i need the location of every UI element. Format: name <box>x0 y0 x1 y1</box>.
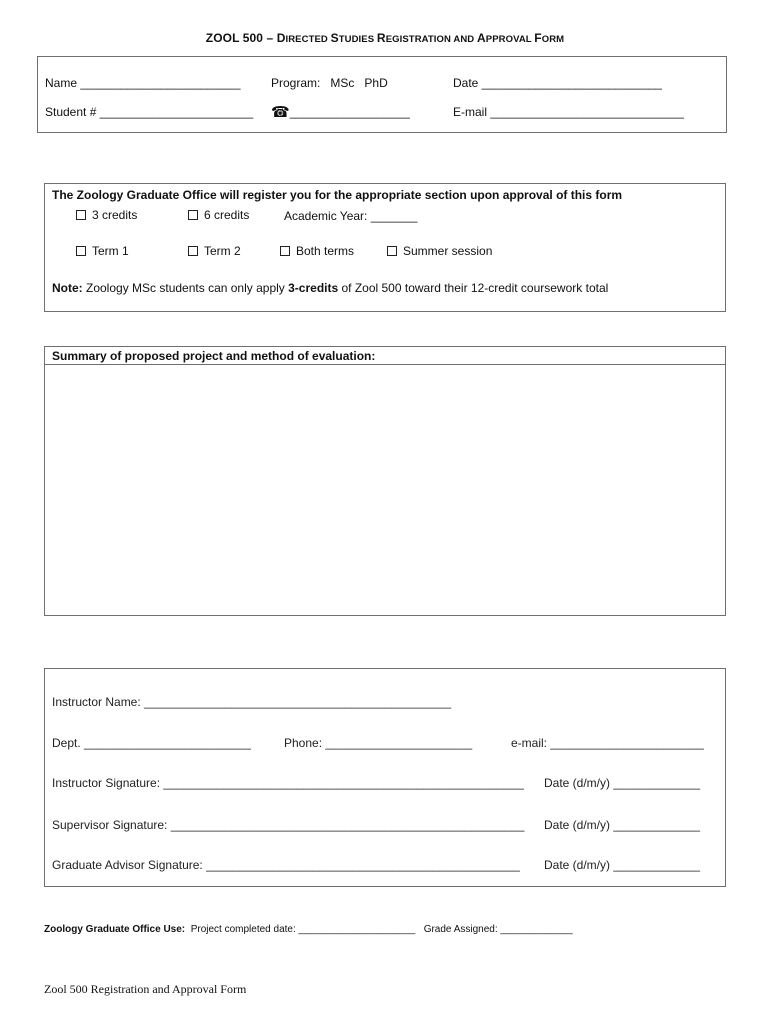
grade-assigned-field[interactable]: Grade Assigned: _____________ <box>423 924 573 935</box>
graduate-advisor-signature-field[interactable]: Graduate Advisor Signature: _______________________________________________ <box>52 858 520 872</box>
checkbox-icon[interactable] <box>387 246 397 256</box>
phone-field[interactable]: ☎__________________ <box>271 104 410 121</box>
supervisor-signature-field[interactable]: Supervisor Signature: _____________________________________________________ <box>52 818 525 832</box>
option-both-terms[interactable]: Both terms <box>280 244 354 258</box>
dept-field[interactable]: Dept. _________________________ <box>52 736 251 750</box>
student-info-box <box>37 56 727 133</box>
program-phd-option[interactable]: PhD <box>364 76 388 90</box>
instructor-signature-field[interactable]: Instructor Signature: ______________________________________________________ <box>52 776 524 790</box>
phone-icon: ☎ <box>271 104 290 121</box>
summary-header <box>45 347 725 365</box>
name-field[interactable]: Name ________________________ <box>45 76 241 90</box>
instructor-email-field[interactable]: e-mail: _______________________ <box>511 736 704 750</box>
academic-year-field[interactable]: Academic Year: _______ <box>284 209 418 223</box>
registration-box <box>44 183 726 312</box>
summary-text-area[interactable] <box>45 365 725 615</box>
instructor-date-field[interactable]: Date (d/m/y) _____________ <box>544 776 701 790</box>
supervisor-date-field[interactable]: Date (d/m/y) _____________ <box>544 818 701 832</box>
page-footer: Zool 500 Registration and Approval Form <box>44 982 247 996</box>
option-6-credits[interactable]: 6 credits <box>188 208 249 222</box>
graduate-advisor-date-field[interactable]: Date (d/m/y) _____________ <box>544 858 701 872</box>
checkbox-icon[interactable] <box>188 246 198 256</box>
checkbox-icon[interactable] <box>188 210 198 220</box>
student-number-field[interactable]: Student # _______________________ <box>45 105 254 119</box>
instructor-phone-field[interactable]: Phone: ______________________ <box>284 736 473 750</box>
option-summer-session[interactable]: Summer session <box>387 244 492 258</box>
project-completed-date-field[interactable]: Project completed date: _____________________ <box>190 924 416 935</box>
option-term-1[interactable]: Term 1 <box>76 244 129 258</box>
option-3-credits[interactable]: 3 credits <box>76 208 137 222</box>
date-field[interactable]: Date ___________________________ <box>453 76 662 90</box>
option-term-2[interactable]: Term 2 <box>188 244 241 258</box>
program-msc-option[interactable]: MSc <box>330 76 355 90</box>
program-field[interactable] <box>271 76 388 90</box>
checkbox-icon[interactable] <box>280 246 290 256</box>
office-use-row <box>44 924 573 935</box>
office-use-label: Zoology Graduate Office Use: <box>44 924 186 935</box>
form-title: ZOOL 500 – DIRECTED STUDIES REGISTRATION AND APPROVAL FORM <box>205 31 565 45</box>
summary-heading: Summary of proposed project and method of evaluation: <box>52 349 376 363</box>
program-label: Program: <box>271 76 321 90</box>
email-field[interactable]: E-mail _____________________________ <box>453 105 684 119</box>
checkbox-icon[interactable] <box>76 210 86 220</box>
instructor-name-field[interactable]: Instructor Name: ______________________________________________ <box>52 695 452 709</box>
instructor-box <box>44 668 726 887</box>
registration-heading: The Zoology Graduate Office will register you for the appropriate section upon approval of this form <box>52 188 623 202</box>
checkbox-icon[interactable] <box>76 246 86 256</box>
registration-note: Note: Zoology MSc students can only apply 3-credits of Zool 500 toward their 12-credit coursework total <box>52 281 609 295</box>
summary-box <box>44 346 726 616</box>
